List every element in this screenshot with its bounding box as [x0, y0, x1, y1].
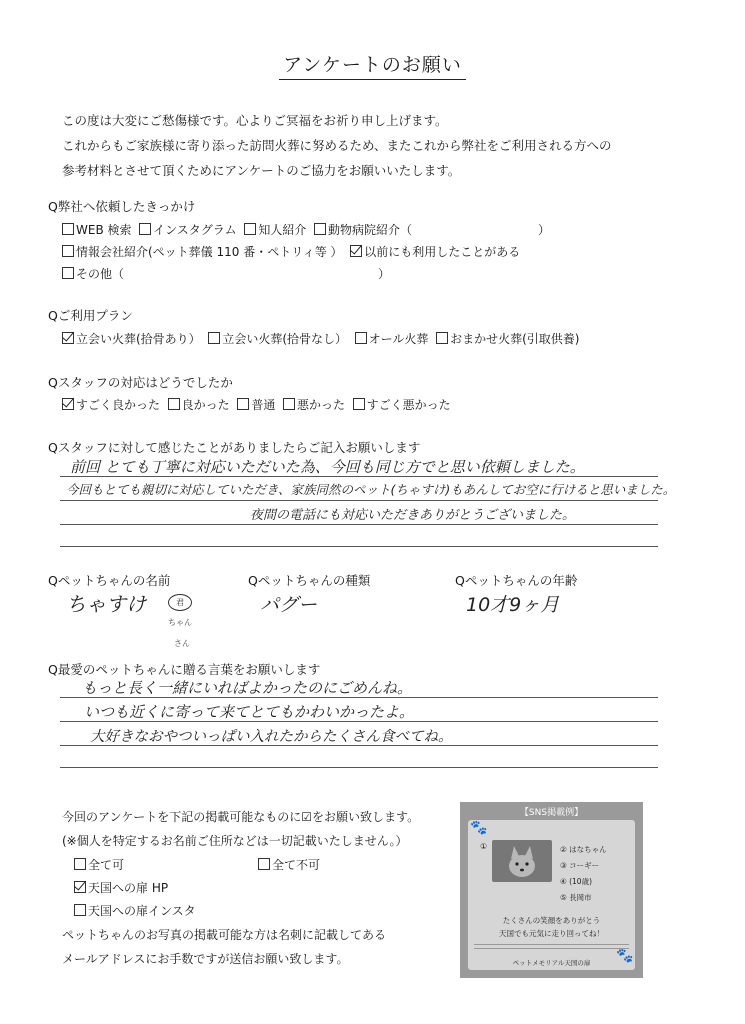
checkbox-info[interactable] [62, 245, 74, 257]
sns-message2: 天国でも元気に走り回ってね！ [499, 929, 604, 938]
sns-row-breed: ③ コーギー [560, 861, 600, 870]
q3-label: Qスタッフの対応はどうでしたか [48, 375, 233, 390]
pet-breed-value: パグー [260, 594, 318, 616]
intro-line: 参考材料とさせて頂くためにアンケートのご協力をお願いいたします。 [62, 163, 461, 178]
checkbox-staff3[interactable] [237, 398, 249, 410]
dog-photo [492, 840, 552, 882]
answer-rule [60, 721, 658, 722]
checkbox-staff5[interactable] [353, 398, 365, 410]
paw-icon: 🐾 [616, 948, 634, 964]
checkbox-plan3[interactable] [355, 332, 367, 344]
sns-example-card [460, 802, 643, 978]
checkbox-other[interactable] [62, 267, 74, 279]
q4-answer-line: 前回 とても丁寧に対応いただいた為、今回も同じ方でと思い依頼しました。 [70, 458, 585, 476]
pet-breed-label: Qペットちゃんの種類 [248, 573, 371, 588]
checkbox-staff2[interactable] [168, 398, 180, 410]
q4-answer-line: 今回もとても親切に対応していただき、家族同然のペット(ちゃすけ)もあんしてお空に行けると思いました。 [66, 482, 676, 497]
hospital-paren-close: ） [538, 223, 551, 237]
sns-message1: たくさんの笑顔をありがとう [502, 916, 601, 925]
pet-age-value: 10才9ヶ月 [466, 594, 560, 616]
checkbox-publish-insta[interactable] [74, 904, 86, 916]
answer-rule [60, 745, 658, 746]
intro-text [62, 108, 612, 183]
checkbox-insta[interactable] [139, 223, 151, 235]
answer-rule [60, 697, 658, 698]
q4-label: Qスタッフに対して感じたことがありましたらご記入お願いします [48, 440, 421, 455]
checkbox-friend[interactable] [244, 223, 256, 235]
sns-footer: ペットメモリアル天国の扉 [512, 959, 591, 967]
paw-icon: 🐾 [470, 820, 488, 836]
answer-rule [60, 500, 658, 501]
q5-answer-line: 大好きなおやついっぱい入れたからたくさん食べてね。 [90, 729, 453, 745]
checkbox-hospital[interactable] [314, 223, 326, 235]
honorific-kun-circled: 君 [168, 594, 192, 611]
q2-label: Qご利用プラン [48, 308, 133, 323]
sns-row-city: ⑤ 長岡市 [560, 893, 592, 902]
sns-header: 【SNS掲載例】 [519, 808, 584, 818]
checkbox-publish-all[interactable] [74, 858, 86, 870]
publish-line3: ペットちゃんのお写真の掲載可能な方は名刺に記載してある [62, 928, 387, 942]
q1-row3: その他（ [62, 265, 124, 282]
q5-label: Q最愛のペットちゃんに贈る言葉をお願いします [48, 662, 321, 677]
sns-text-lines [474, 944, 629, 949]
intro-line: この度は大変にご愁傷様です。心よりご冥福をお祈り申し上げます。 [62, 113, 448, 128]
publish-line1: 今回のアンケートを下記の掲載可能なものに☑をお願い致します。 [62, 810, 420, 824]
publish-none: 全て不可 [258, 856, 320, 873]
q5-answer-line: もっと長く一緒にいればよかったのにごめんね。 [82, 679, 413, 697]
checkbox-publish-hp[interactable] [74, 881, 86, 893]
page-title: アンケートのお願い [0, 50, 745, 77]
q4-answer-line: 夜間の電話にも対応いただきありがとうございました。 [250, 508, 576, 523]
checkbox-web[interactable] [62, 223, 74, 235]
answer-rule [60, 767, 658, 768]
q1-label: Q弊社へ依頼したきっかけ [48, 199, 196, 214]
sns-row-age: ④ (10歳) [560, 877, 593, 886]
publish-line2: (※個人を特定するお名前ご住所などは一切記載いたしません。） [62, 834, 408, 848]
answer-rule [60, 476, 658, 477]
pet-age-label: Qペットちゃんの年齢 [455, 573, 578, 588]
checkbox-plan2[interactable] [208, 332, 220, 344]
q1-row2: 情報会社紹介(ペット葬儀 110 番・ペトリィ等 ） 以前にも利用したことがある [62, 243, 520, 260]
honorific-chan: ちゃん [168, 618, 192, 627]
checkbox-plan1[interactable] [62, 332, 74, 344]
dog-silhouette-icon [492, 840, 552, 882]
pet-name-value: ちゃすけ [66, 592, 146, 616]
honorific-san: さん [174, 639, 190, 648]
publish-hp: 天国への扉 HP [74, 879, 168, 896]
publish-all: 全て可 [74, 856, 124, 873]
sns-num1: ① [480, 842, 488, 851]
publish-line4: メールアドレスにお手数ですが送信お願い致します。 [62, 952, 349, 966]
sns-card-body [468, 820, 635, 970]
publish-insta: 天国への扉インスタ [74, 902, 196, 919]
answer-rule [60, 546, 658, 547]
checkbox-publish-none[interactable] [258, 858, 270, 870]
sns-row-name: ② はなちゃん [560, 845, 607, 854]
checkbox-staff1[interactable] [62, 398, 74, 410]
checkbox-plan4[interactable] [436, 332, 448, 344]
checkbox-staff4[interactable] [283, 398, 295, 410]
q3-options: すごく良かった 良かった 普通 悪かった すごく悪かった [62, 396, 451, 413]
other-paren-close: ） [378, 267, 391, 281]
pet-name-label: Qペットちゃんの名前 [48, 573, 171, 588]
q1-row1: WEB 検索 インスタグラム 知人紹介 動物病院紹介（ [62, 221, 412, 238]
q2-options: 立会い火葬(拾骨あり） 立会い火葬(拾骨なし） オール火葬 おまかせ火葬(引取供養) [62, 330, 579, 347]
answer-rule [60, 524, 658, 525]
intro-line: これからもご家族様に寄り添った訪問火葬に努めるため、またこれから弊社をご利用される方への [62, 138, 612, 153]
checkbox-before[interactable] [350, 245, 362, 257]
q5-answer-line: いつも近くに寄って来てとてもかわいかったよ。 [84, 703, 415, 721]
